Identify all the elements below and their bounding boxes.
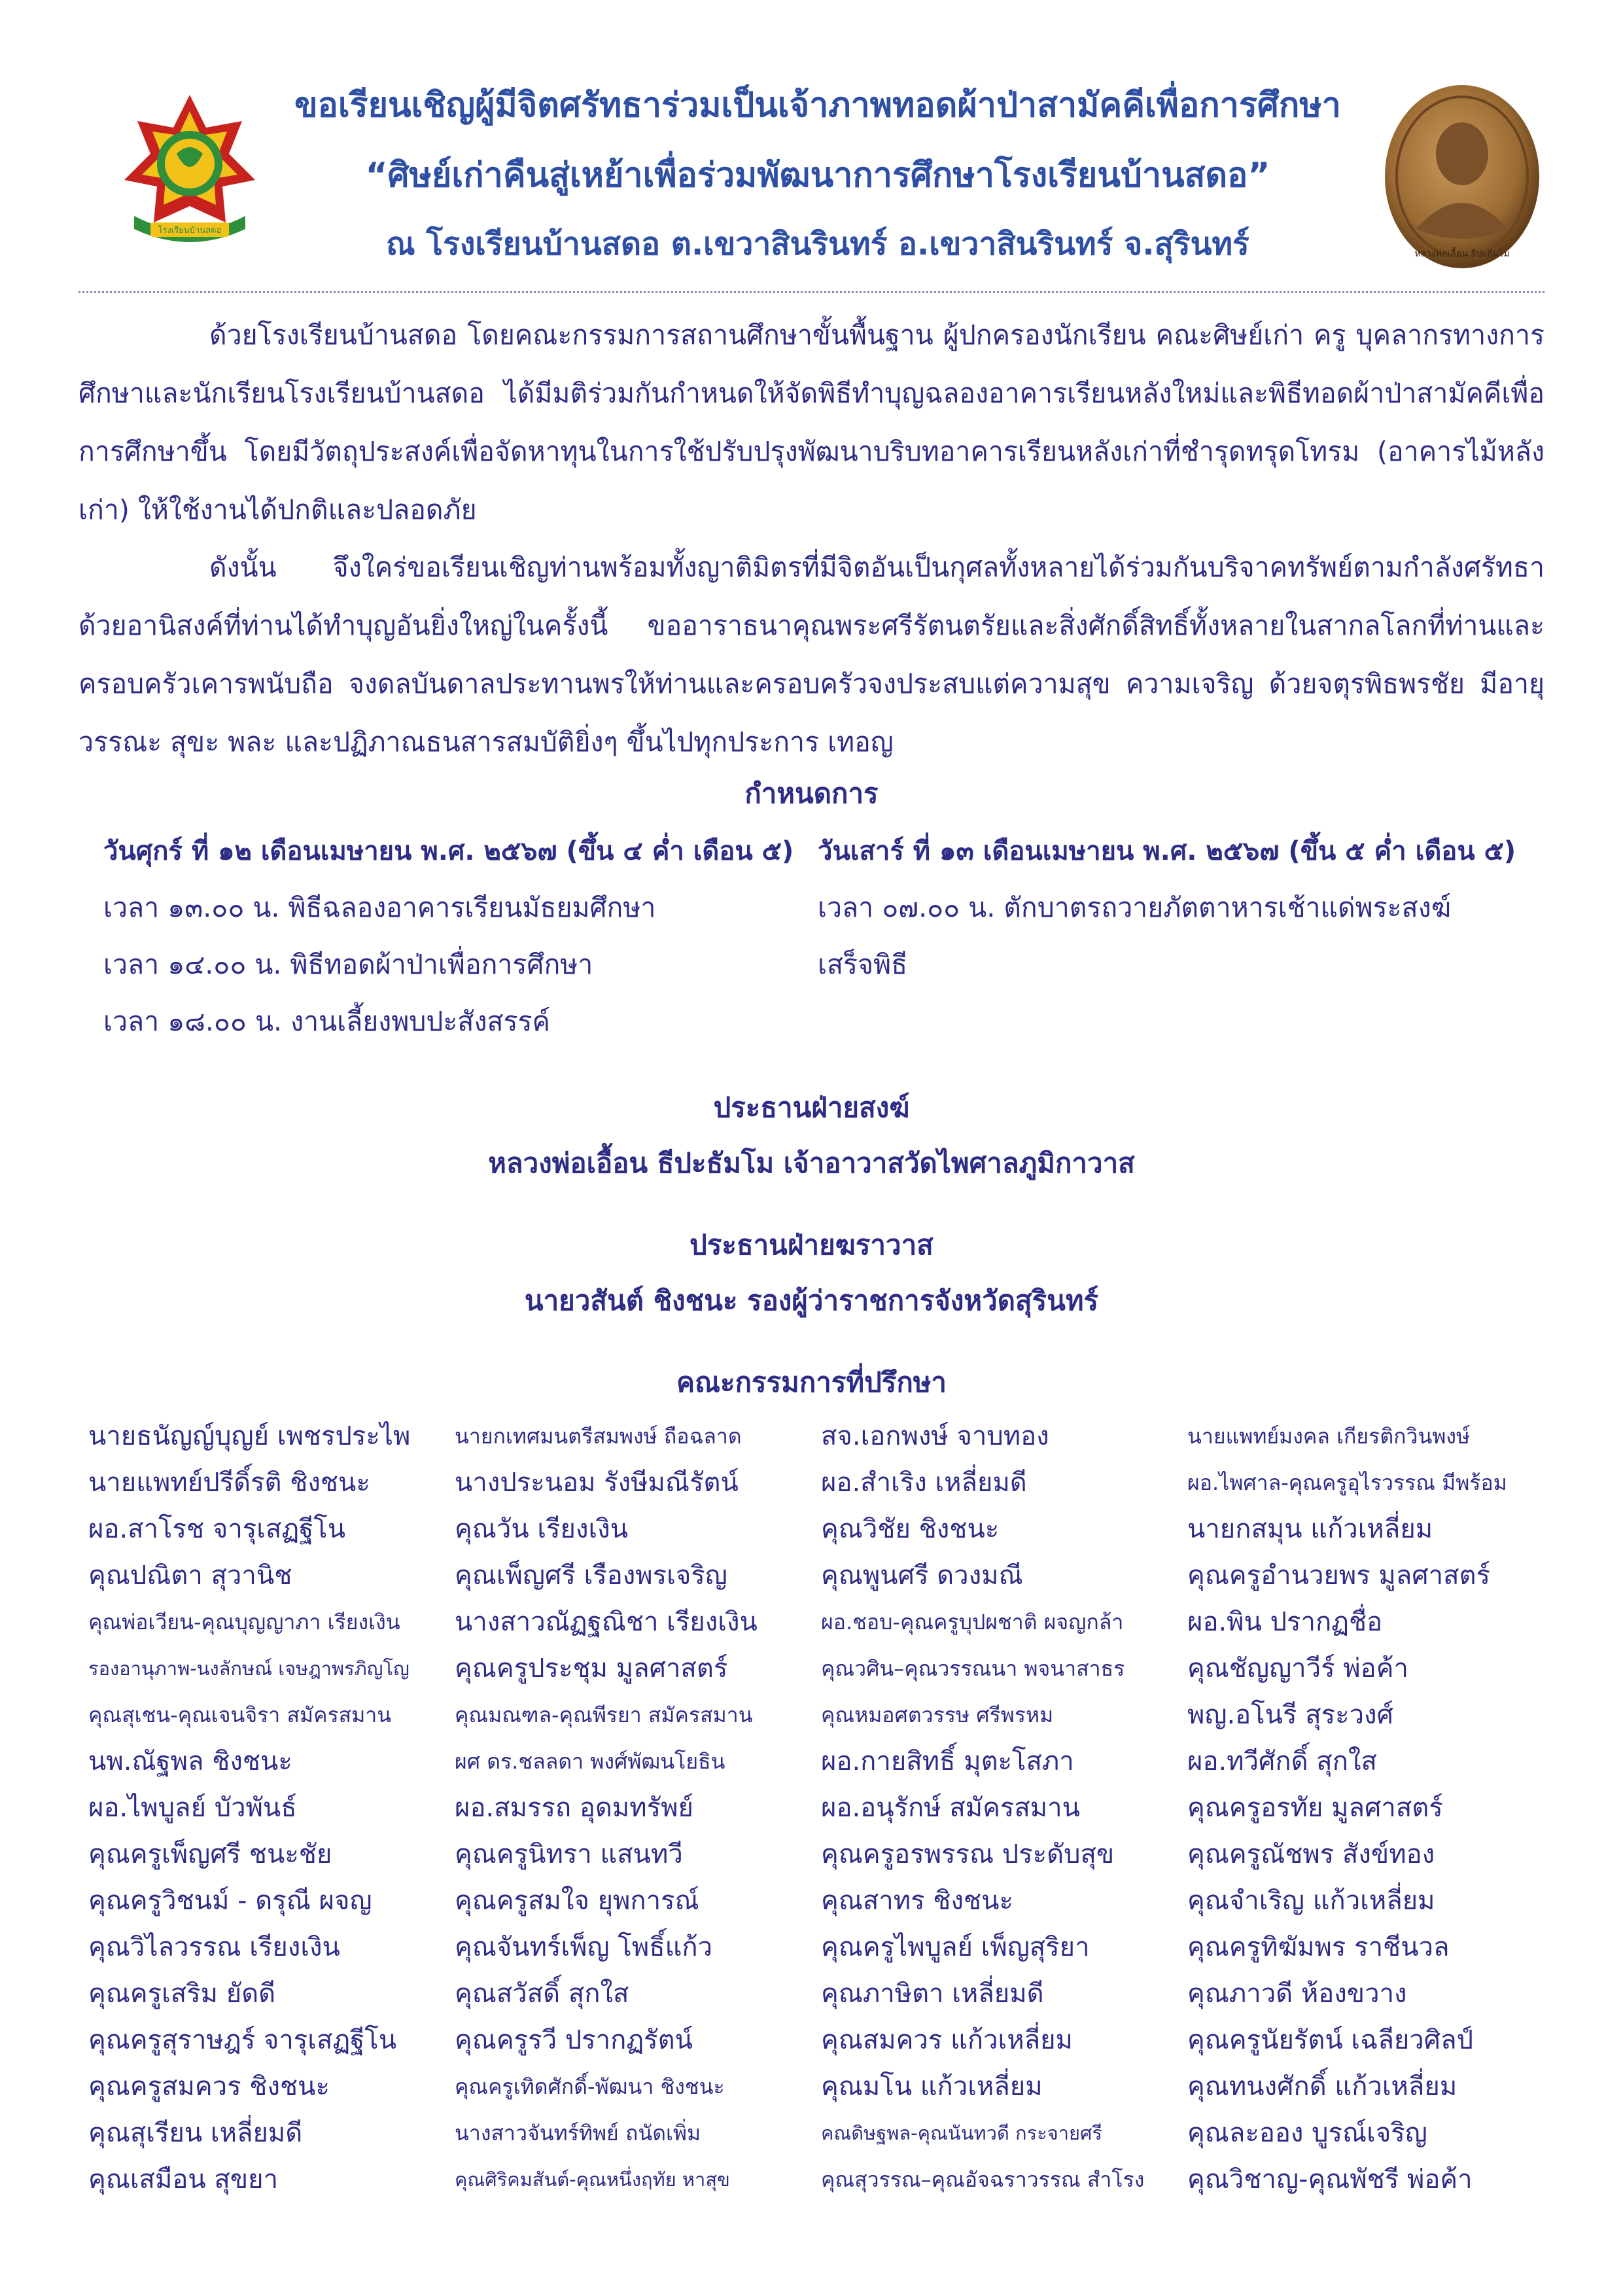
header-divider <box>79 291 1544 293</box>
committee-name: ผอ.สาโรช จารุเสฏฐีโน <box>88 1514 346 1544</box>
committee-name: คุณครูเสริม ยัดดี <box>88 1979 276 2009</box>
committee-name: สจ.เอกพงษ์ จาบทอง <box>821 1421 1049 1451</box>
committee-column-3 <box>821 1413 1187 2203</box>
committee-name: ผอ.สำเริง เหลี่ยมดี <box>821 1468 1027 1498</box>
committee-name: คุณครูสมควร ชิงชนะ <box>88 2072 330 2102</box>
day1-item: เวลา ๑๘.๐๐ น. งานเลี้ยงพบปะสังสรรค์ <box>103 1006 550 1037</box>
committee-name: คุณศิริคมสันต์-คุณหนึ่งฤทัย หาสุข <box>455 2168 730 2191</box>
day2-item: เวลา ๐๗.๐๐ น. ตักบาตรถวายภัตตาหารเช้าแด่พระสงฆ์ <box>818 892 1452 923</box>
committee-name: คุณวัน เรียงเงิน <box>455 1514 629 1544</box>
committee-name: ผอ.ชอบ-คุณครูบุปผชาติ ผจญกล้า <box>821 1610 1124 1634</box>
day1-header: วันศุกร์ ที่ ๑๒ เดือนเมษายน พ.ศ. ๒๕๖๗ (ขึ้น ๔ ค่ำ เดือน ๕) <box>103 836 794 866</box>
monk-chair-heading: ประธานฝ่ายสงฆ์ <box>713 1091 910 1123</box>
committee-name: คุณมณฑล-คุณพีรยา สมัครสมาน <box>455 1703 753 1727</box>
paragraph-2-text: ดังนั้น จึงใคร่ขอเรียนเชิญท่านพร้อมทั้งญาติมิตรที่มีจิตอันเป็นกุศลทั้งหลายได้ร่วมกันบริจาคทรัพย์ตามกำลังศรัทธา ด้วยอานิสงค์ที่ท่านได้ทำบุญอันยิ่งใหญ่ในครั้งนี้ ขออาราธนาคุณพระศรีรัตนตรัยและสิ่งศักดิ์สิทธิ์ทั้งหลายในสากลโลกที่ท่านและครอบครัวเคารพนับถือ จงดลบันดาลประทานพรให้ท่านและครอบครัวจงประสบแต่ความสุข ความเจริญ ด้วยจตุรพิธพรชัย มีอายุ วรรณะ สุขะ พละ และปฏิภาณธนสารสมบัติยิ่งๆ ขึ้นไปทุกประการ เทอญ <box>79 552 1544 758</box>
committee-column-4 <box>1187 1413 1554 2203</box>
committee-name: คุณสมควร แก้วเหลี่ยม <box>821 2025 1073 2055</box>
committee-name: คุณพูนศรี ดวงมณี <box>821 1561 1023 1591</box>
committee-name: คุณวิชาญ-คุณพัชรี พ่อค้า <box>1187 2164 1473 2195</box>
committee-name: คุณครูณัชพร สังข์ทอง <box>1187 1839 1435 1869</box>
committee-name: นายแพทย์มงคล เกียรติกวินพงษ์ <box>1187 1424 1471 1449</box>
day1-item: เวลา ๑๓.๐๐ น. พิธีฉลองอาคารเรียนมัธยมศึกษา <box>103 892 656 923</box>
committee-name: คุณครูนิทรา แสนทวี <box>455 1839 683 1869</box>
committee-name: นายธนัญญ์บุญย์ เพชรประไพ <box>88 1421 411 1451</box>
committee-name: คุณครูไพบูลย์ เพ็ญสุริยา <box>821 1932 1090 1962</box>
committee-name: คณดิษฐพล-คุณนันทวดี กระจายศรี <box>821 2122 1102 2144</box>
committee-name: คุณสวัสดิ์ สุกใส <box>455 1979 629 2009</box>
document-header <box>0 0 1623 281</box>
committee-name: คุณชัญญาวีร์ พ่อค้า <box>1187 1653 1408 1684</box>
committee-name: คุณวิชัย ชิงชนะ <box>821 1514 1000 1544</box>
committee-name: คุณครูอรพรรณ ประดับสุข <box>821 1839 1115 1869</box>
paragraph-1-text: ด้วยโรงเรียนบ้านสดอ โดยคณะกรรมการสถานศึกษาขั้นพื้นฐาน ผู้ปกครองนักเรียน คณะศิษย์เก่า ครู บุคลากรทางการศึกษาและนักเรียนโรงเรียนบ้านสดอ ได้มีมติร่วมกันกำหนดให้จัดพิธีทำบุญฉลองอาคารเรียนหลังใหม่และพิธีทอดผ้าป่าสามัคคีเพื่อการศึกษาขึ้น โดยมีวัตถุประสงค์เพื่อจัดหาทุนในการใช้ปรับปรุงพัฒนาบริบทอาคารเรียนหลังเก่าที่ชำรุดทรุดโทรม (อาคารไม้หลังเก่า) ให้ใช้งานได้ปกติและปลอดภัย <box>79 319 1544 525</box>
committee-name: คุณวศิน–คุณวรรณนา พจนาสาธร <box>821 1656 1125 1681</box>
committee-name: คุณครูรวี ปรากฏรัตน์ <box>455 2025 693 2055</box>
committee-column-2 <box>455 1413 821 2203</box>
committee-name: คุณมโน แก้วเหลี่ยม <box>821 2072 1043 2102</box>
schedule-heading: กำหนดการ <box>744 777 879 809</box>
committee-name: คุณครูทิฆัมพร ราชีนวล <box>1187 1932 1450 1962</box>
committee-name: นางสาวจันทร์ทิพย์ ถนัดเพิ่ม <box>455 2121 701 2146</box>
committee-name: คุณครูสุราษฎร์ จารุเสฏฐีโน <box>88 2025 397 2055</box>
committee-name: พญ.อโนรี สุระวงศ์ <box>1187 1700 1393 1730</box>
committee-name: นายกเทศมนตรีสมพงษ์ ถือฉลาด <box>455 1424 742 1449</box>
committee-name: ผศ ดร.ชลลดา พงศ์พัฒนโยธิน <box>455 1749 725 1774</box>
committee-name: คุณเสมือน สุขยา <box>88 2164 279 2195</box>
committee-name: คุณครูเพ็ญศรี ชนะชัย <box>88 1839 332 1869</box>
committee-name: คุณครูอำนวยพร มูลศาสตร์ <box>1187 1561 1491 1591</box>
committee-column-1 <box>88 1413 455 2203</box>
committee-name: คุณภาวดี ห้องขวาง <box>1187 1979 1407 2009</box>
committee-name: ผอ.สมรรถ อุดมทรัพย์ <box>455 1793 693 1823</box>
committee-name: ผอ.ไพบูลย์ บัวพันธ์ <box>88 1793 297 1823</box>
committee-name: ผอ.พิน ปรากฏชื่อ <box>1187 1607 1383 1637</box>
committee-name: คุณปณิตา สุวานิช <box>88 1561 292 1591</box>
committee-name: คุณวิไลวรรณ เรียงเงิน <box>88 1932 340 1962</box>
committee-name: คุณครูเทิดศักดิ์-พัฒนา ชิงชนะ <box>455 2074 725 2099</box>
paragraph-1 <box>79 306 1544 539</box>
committee-grid <box>88 1413 1554 2203</box>
committee-name: นางสาวณัฏฐณิชา เรียงเงิน <box>455 1607 758 1637</box>
committee-name: คุณครูประชุม มูลศาสตร์ <box>455 1653 728 1684</box>
committee-name: คุณสุวรรณ–คุณอัจฉราวรรณ สำโรง <box>821 2167 1145 2192</box>
title-line-2: “ศิษย์เก่าคืนสู่เหย้าเพื่อร่วมพัฒนาการศึกษาโรงเรียนบ้านสดอ” <box>365 156 1270 195</box>
title-line-1: ขอเรียนเชิญผู้มีจิตศรัทธาร่วมเป็นเจ้าภาพทอดผ้าป่าสามัคคีเพื่อการศึกษา <box>294 86 1341 125</box>
coin-label: หลวงพ่อเอื้อน ธีปะธัมโม <box>1414 249 1510 259</box>
committee-name: รองอานุภาพ-นงลักษณ์ เจษฎาพรภิญโญ <box>88 1657 410 1680</box>
committee-name: นายกสมุน แก้วเหลี่ยม <box>1187 1514 1433 1544</box>
committee-name: นายแพทย์ปรีดิ์รติ ชิงชนะ <box>88 1468 370 1498</box>
committee-name: คุณจำเริญ แก้วเหลี่ยม <box>1187 1886 1435 1916</box>
committee-name: คุณทนงศักดิ์ แก้วเหลี่ยม <box>1187 2072 1457 2102</box>
committee-name: คุณครูสมใจ ยุพการณ์ <box>455 1886 699 1916</box>
school-emblem-icon <box>114 88 265 252</box>
day2-header: วันเสาร์ ที่ ๑๓ เดือนเมษายน พ.ศ. ๒๕๖๗ (ขึ้น ๕ ค่ำ เดือน ๕) <box>818 836 1516 866</box>
committee-name: นางประนอม รังษีมณีรัตน์ <box>455 1468 739 1498</box>
day2-item: เสร็จพิธี <box>818 949 908 980</box>
committee-name: คุณครูนัยรัตน์ เฉลียวศิลป์ <box>1187 2025 1474 2055</box>
committee-name: คุณละออง บูรณ์เจริญ <box>1187 2118 1427 2148</box>
committee-name: ผอ.ไพศาล-คุณครูอุไรวรรณ มีพร้อม <box>1187 1470 1507 1495</box>
monk-coin-icon <box>1380 79 1544 275</box>
paragraph-2 <box>79 539 1544 771</box>
committee-name: ผอ.อนุรักษ์ สมัครสมาน <box>821 1793 1080 1823</box>
lay-chair-name: นายวสันต์ ชิงชนะ รองผู้ว่าราชการจังหวัดสุรินทร์ <box>524 1284 1099 1316</box>
committee-name: คุณสุเรียน เหลี่ยมดี <box>88 2118 303 2148</box>
day1-item: เวลา ๑๔.๐๐ น. พิธีทอดผ้าป่าเพื่อการศึกษา <box>103 949 593 980</box>
monk-chair-name: หลวงพ่อเอื้อน ธีปะธัมโม เจ้าอาวาสวัดไพศาลภูมิกาวาส <box>488 1147 1135 1179</box>
committee-name: คุณสุเชน-คุณเจนจิรา สมัครสมาน <box>88 1703 392 1727</box>
committee-name: ผอ.กายสิทธิ์ มุตะโสภา <box>821 1746 1074 1776</box>
committee-name: คุณเพ็ญศรี เรืองพรเจริญ <box>455 1561 727 1591</box>
committee-name: คุณหมอศตวรรษ ศรีพรหม <box>821 1703 1054 1727</box>
committee-name: คุณสาทร ชิงชนะ <box>821 1886 1013 1916</box>
committee-name: คุณพ่อเวียน-คุณบุญญาภา เรียงเงิน <box>88 1610 400 1634</box>
title-line-3: ณ โรงเรียนบ้านสดอ ต.เขวาสินรินทร์ อ.เขวาสินรินทร์ จ.สุรินทร์ <box>386 226 1249 262</box>
committee-name: นพ.ณัฐพล ชิงชนะ <box>88 1746 292 1776</box>
committee-name: คุณจันทร์เพ็ญ โพธิ์แก้ว <box>455 1932 713 1962</box>
committee-name: คุณภาษิตา เหลี่ยมดี <box>821 1979 1044 2009</box>
committee-name: คุณครูวิชนม์ - ดรุณี ผจญ <box>88 1886 372 1916</box>
lay-chair-heading: ประธานฝ่ายฆราวาส <box>689 1229 934 1261</box>
committee-name: ผอ.ทวีศักดิ์ สุกใส <box>1187 1746 1377 1776</box>
logo-left-label: โรงเรียนบ้านสดอ <box>158 226 222 236</box>
committee-name: คุณครูอรทัย มูลศาสตร์ <box>1187 1793 1443 1823</box>
committee-heading: คณะกรรมการที่ปรึกษา <box>676 1366 947 1398</box>
